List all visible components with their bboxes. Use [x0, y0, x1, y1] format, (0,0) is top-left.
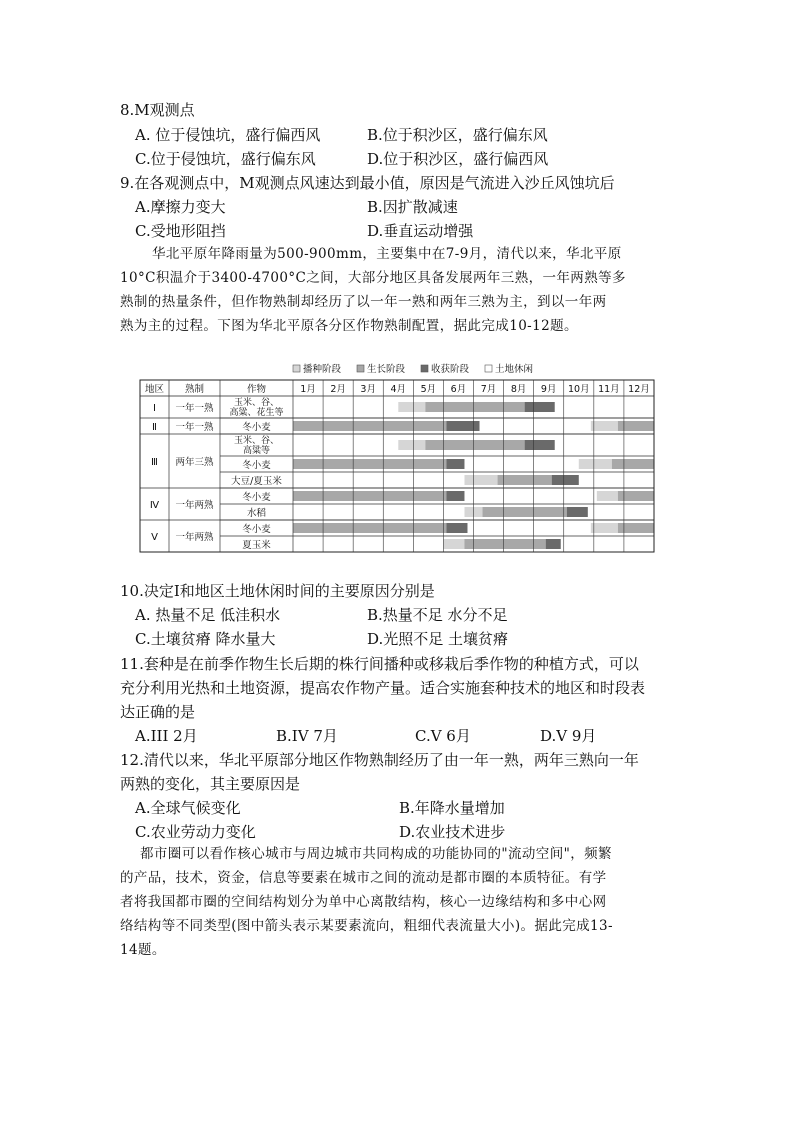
region-label: Ⅴ	[151, 532, 158, 543]
q8-option-c[interactable]: C.位于侵蚀坑，盛行偏东风	[135, 150, 316, 168]
table-header-cell: 11月	[598, 384, 620, 395]
legend-label: 土地休闲	[495, 364, 534, 375]
legend-swatch	[293, 365, 300, 372]
q9-option-a[interactable]: A.摩擦力变大	[135, 198, 226, 216]
legend-label: 收获阶段	[431, 364, 470, 375]
stage-bar-grow	[498, 475, 552, 485]
q12-stem-line1: 12.清代以来，华北平原部分地区作物熟制经历了由一年一熟，两年三熟向一年	[120, 751, 639, 769]
q8-stem: 8.M观测点	[120, 101, 195, 119]
stage-bar-harvest	[552, 475, 579, 485]
table-header-cell: 10月	[567, 384, 590, 395]
q10-stem: 10.决定I和地区土地休闲时间的主要原因分别是	[120, 582, 435, 600]
table-header-cell: 4月	[390, 384, 407, 395]
stage-bar-grow	[293, 491, 446, 501]
stage-bar-grow	[293, 459, 446, 469]
legend-label: 播种阶段	[303, 364, 342, 375]
stage-bar-harvest	[525, 440, 555, 450]
stage-bar-sow	[579, 459, 612, 469]
cropping-system-label: 一年一熟	[175, 422, 214, 433]
stage-bar-grow	[293, 421, 446, 431]
passage-line: 熟为主的过程。下图为华北平原各分区作物熟制配置，据此完成10-12题。	[120, 318, 578, 334]
passage-line: 华北平原年降雨量为500-900mm，主要集中在7-9月，清代以来，华北平原	[152, 246, 622, 262]
stage-bar-harvest	[446, 523, 467, 533]
passage-line: 的产品，技术，资金，信息等要素在城市之间的流动是都市圈的本质特征。有学	[120, 870, 607, 886]
q11-option-a[interactable]: A.III 2月	[135, 727, 198, 745]
q12-option-a[interactable]: A.全球气候变化	[135, 799, 241, 817]
stage-bar-grow	[425, 402, 524, 412]
stage-bar-grow	[612, 459, 654, 469]
passage-line: 熟制的热量条件，但作物熟制却经历了以一年一熟和两年三熟为主，到以一年两	[120, 294, 607, 310]
q9-option-c[interactable]: C.受地形阻挡	[135, 222, 226, 240]
stage-bar-grow	[618, 421, 654, 431]
table-header-cell: 地区	[144, 384, 165, 395]
table-header-cell: 7月	[480, 384, 497, 395]
passage-line: 10°C积温介于3400-4700°C之间，大部分地区具备发展两年三熟，一年两熟等多	[120, 270, 626, 286]
q9-option-d[interactable]: D.垂直运动增强	[367, 222, 474, 240]
region-label: Ⅳ	[149, 500, 160, 511]
q11-stem-line2: 充分利用光热和土地资源，提高农作物产量。适合实施套种技术的地区和时段表	[120, 679, 646, 697]
table-header-cell: 熟制	[184, 384, 205, 395]
region-label: Ⅰ	[153, 403, 156, 414]
q12-option-d[interactable]: D.农业技术进步	[399, 823, 506, 841]
cropping-system-label: 两年三熟	[175, 457, 214, 468]
stage-bar-grow	[425, 440, 524, 450]
q9-stem: 9.在各观测点中，M观测点风速达到最小值，原因是气流进入沙丘风蚀坑后	[120, 174, 615, 192]
crop-name: 高粱等	[242, 446, 271, 456]
passage-line: 都市圈可以看作核心城市与周边城市共同构成的功能协同的"流动空间"，频繁	[140, 846, 612, 862]
stage-bar-grow	[483, 507, 567, 517]
crop-name: 夏玉米	[242, 540, 271, 551]
q8-option-d[interactable]: D.位于积沙区，盛行偏西风	[367, 150, 549, 168]
q10-option-b[interactable]: B.热量不足 水分不足	[367, 606, 508, 624]
table-header-cell: 9月	[540, 384, 557, 395]
stage-bar-sow	[597, 491, 618, 501]
table-header-cell: 作物	[246, 384, 267, 395]
region-label: Ⅱ	[152, 422, 157, 433]
legend-swatch	[421, 365, 428, 372]
crop-name: 水稻	[246, 508, 267, 519]
q11-option-d[interactable]: D.V 9月	[540, 727, 597, 745]
table-header-cell: 3月	[360, 384, 376, 395]
q11-stem-line1: 11.套种是在前季作物生长后期的株行间播种或移栽后季作物的种植方式，可以	[120, 655, 639, 673]
passage-line: 者将我国都市圈的空间结构划分为单中心离散结构，核心一边缘结构和多中心网	[120, 894, 607, 910]
stage-bar-sow	[591, 523, 618, 533]
stage-bar-sow	[591, 421, 618, 431]
table-header-cell: 1月	[300, 384, 316, 395]
stage-bar-grow	[618, 491, 654, 501]
passage-north-china-plain	[120, 242, 626, 338]
q12-option-c[interactable]: C.农业劳动力变化	[135, 823, 256, 841]
stage-bar-grow	[293, 523, 446, 533]
stage-bar-harvest	[446, 491, 464, 501]
table-header-cell: 8月	[510, 384, 527, 395]
cropping-system-label: 一年一熟	[175, 403, 214, 414]
stage-bar-harvest	[446, 459, 464, 469]
stage-bar-harvest	[567, 507, 588, 517]
crop-name: 冬小麦	[242, 524, 271, 535]
stage-bar-harvest	[525, 402, 555, 412]
q10-option-c[interactable]: C.土壤贫瘠 降水量大	[135, 630, 276, 648]
q11-stem-line3: 达正确的是	[120, 703, 196, 721]
stage-bar-sow	[443, 539, 464, 549]
stage-bar-harvest	[446, 421, 479, 431]
region-label: Ⅲ	[151, 457, 158, 468]
stage-bar-sow	[398, 440, 425, 450]
crop-name: 大豆/夏玉米	[231, 476, 282, 487]
q11-option-b[interactable]: B.IV 7月	[276, 727, 338, 745]
passage-line: 络结构等不同类型(图中箭头表示某要素流向，粗细代表流量大小)。据此完成13-	[120, 918, 613, 934]
crop-name: 高粱、花生等	[229, 408, 284, 418]
stage-bar-sow	[398, 402, 425, 412]
q12-stem-line2: 两熟的变化，其主要原因是	[120, 775, 301, 793]
crop-name: 冬小麦	[242, 492, 271, 503]
crop-name: 冬小麦	[242, 460, 271, 471]
stage-bar-sow	[464, 475, 497, 485]
q9-option-b[interactable]: B.因扩散减速	[367, 198, 458, 216]
stage-bar-harvest	[546, 539, 561, 549]
table-header-cell: 5月	[420, 384, 437, 395]
cropping-system-label: 一年两熟	[175, 500, 214, 511]
table-header-cell: 12月	[628, 384, 650, 395]
cropping-system-label: 一年两熟	[175, 532, 214, 543]
q8-option-a[interactable]: A. 位于侵蚀坑，盛行偏西风	[135, 126, 321, 144]
table-header-cell: 2月	[330, 384, 346, 395]
table-header-cell: 6月	[450, 384, 467, 395]
crop-name: 玉米、谷、	[233, 398, 280, 408]
legend-swatch	[485, 365, 492, 372]
q10-option-d[interactable]: D.光照不足 土壤贫瘠	[367, 630, 509, 648]
crop-calendar-svg	[138, 360, 658, 560]
passage-metropolitan-area	[120, 842, 613, 962]
legend-swatch	[357, 365, 364, 372]
q12-option-b[interactable]: B.年降水量增加	[399, 799, 505, 817]
q8-option-b[interactable]: B.位于积沙区，盛行偏东风	[367, 126, 548, 144]
passage-line: 14题。	[120, 942, 166, 958]
crop-name: 玉米、谷、	[233, 436, 280, 446]
crop-name: 冬小麦	[242, 422, 271, 433]
crop-calendar-figure	[138, 360, 658, 560]
legend-label: 生长阶段	[367, 364, 406, 375]
q10-option-a[interactable]: A. 热量不足 低洼积水	[135, 606, 281, 624]
q11-option-c[interactable]: C.V 6月	[415, 727, 471, 745]
stage-bar-grow	[618, 523, 654, 533]
